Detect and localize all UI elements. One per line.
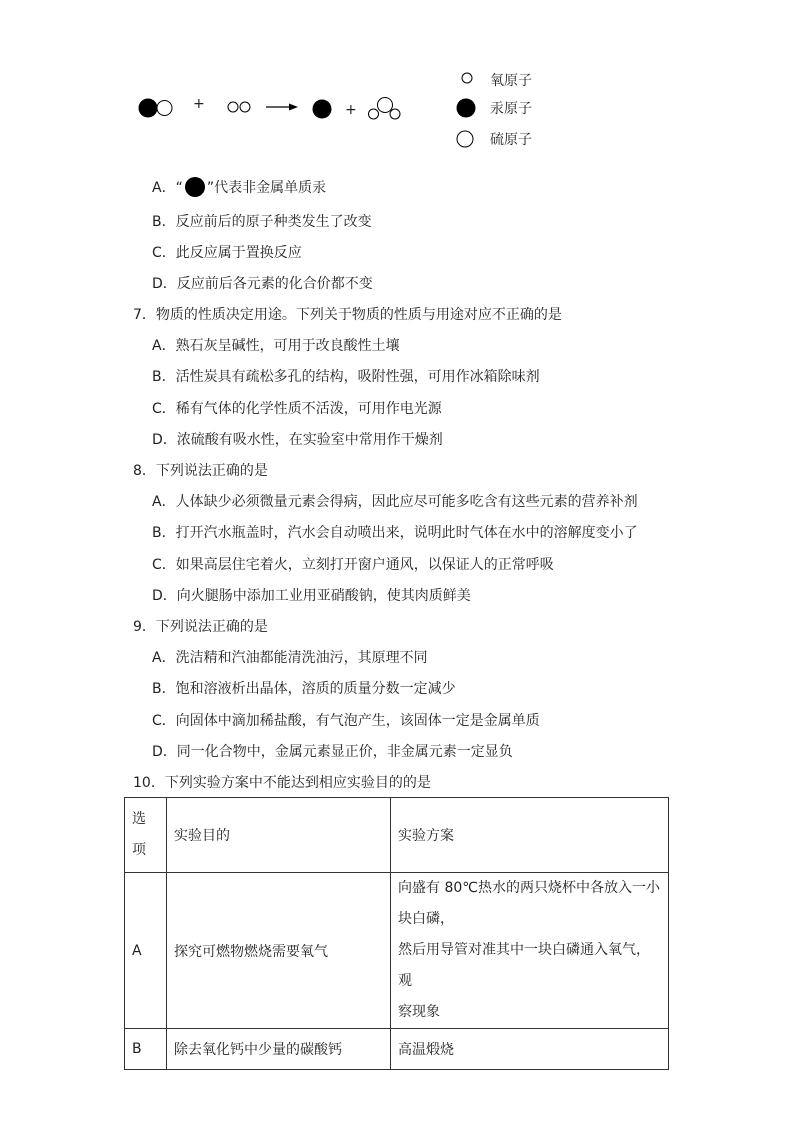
q8-option-b: B．打开汽水瓶盖时，汽水会自动喷出来，说明此时气体在水中的溶解度变小了 [152,525,638,541]
q9-option-a: A．洗洁精和汽油都能清洗油污，其原理不同 [152,650,428,666]
legend-sulfur-icon [457,131,473,147]
reactant-o2-molecule [228,102,250,112]
plan-line: 向盛有 80℃热水的两只烧杯中各放入一小 [398,880,660,896]
q6-option-c: C．此反应属于置换反应 [152,245,302,261]
q7-option-c: C．稀有气体的化学性质不活泼，可用作电光源 [152,401,442,417]
q6-option-a-prefix: A．“ [152,180,183,196]
q9-option-c: C．向固体中滴加稀盐酸，有气泡产生，该固体一定是金属单质 [152,713,540,729]
plan-line: 块白磷， [398,911,454,927]
legend-sulfur-label: 硫原子 [490,132,532,148]
header-option-line1: 选 [132,811,146,827]
table-row [125,1029,669,1070]
product-mercury-atom [313,100,332,119]
plus-sign-2: + [345,102,357,118]
q7-option-a: A．熟石灰呈碱性，可用于改良酸性土壤 [152,338,400,354]
sulfur-atom [378,98,393,113]
q9-option-d: D．同一化合物中，金属元素显正价，非金属元素一定显负 [152,744,513,760]
plus-sign-1: + [193,96,205,112]
table-header-row [125,798,669,873]
q10-stem: 10．下列实验方案中不能达到相应实验目的的是 [133,775,431,791]
q8-stem: 8．下列说法正确的是 [133,463,268,479]
plan-line: 然后用导管对准其中一块白磷通入氧气，观 [398,942,650,989]
q7-option-b: B．活性炭具有疏松多孔的结构，吸附性强，可用作冰箱除味剂 [152,369,540,385]
header-plan-cell: 实验方案 [391,798,669,873]
legend-mercury-label: 汞原子 [490,101,532,117]
legend-oxygen-icon [462,73,472,83]
q6-option-a-suffix: ”代表非金属单质汞 [206,180,327,196]
legend-mercury-icon [457,99,476,118]
q6-option-a [152,177,326,197]
q8-option-c: C．如果高层住宅着火，立刻打开窗户通风，以保证人的正常呼吸 [152,557,554,573]
row-plan-cell [391,873,669,1029]
q8-option-d: D．向火腿肠中添加工业用亚硝酸钠，使其肉质鲜美 [152,588,471,604]
experiment-table [124,797,669,1070]
row-plan-cell: 高温煅烧 [391,1029,669,1070]
q7-option-d: D．浓硫酸有吸水性，在实验室中常用作干燥剂 [152,432,443,448]
sulfur-atom [157,101,172,116]
table-row [125,873,669,1029]
header-purpose-cell: 实验目的 [167,798,391,873]
plan-line: 察现象 [398,1004,440,1020]
oxygen-atom [390,109,400,119]
reaction-arrow [266,104,298,111]
product-so2-molecule [369,98,401,120]
q7-stem: 7．物质的性质决定用途。下列关于物质的性质与用途对应不正确的是 [133,307,562,323]
header-option-line2: 项 [132,842,146,858]
row-purpose-cell: 探究可燃物燃烧需要氧气 [167,873,391,1029]
row-option-cell: A [125,873,167,1029]
legend-oxygen-label: 氧原子 [490,73,532,89]
q8-option-a: A．人体缺少必须微量元素会得病，因此应尽可能多吃含有这些元素的营养补剂 [152,494,638,510]
oxygen-atom [369,109,379,119]
mercury-atom-icon [185,177,205,197]
q6-option-d: D．反应前后各元素的化合价都不变 [152,276,373,292]
row-option-cell: B [125,1029,167,1070]
q9-stem: 9．下列说法正确的是 [133,619,268,635]
row-purpose-cell: 除去氧化钙中少量的碳酸钙 [167,1029,391,1070]
mercury-atom [139,99,158,118]
oxygen-atom [240,102,250,112]
q6-option-b: B．反应前后的原子种类发生了改变 [152,214,372,230]
reaction-diagram [0,0,794,160]
q9-option-b: B．饱和溶液析出晶体，溶质的质量分数一定减少 [152,681,456,697]
reactant-hgs-molecule [139,99,173,118]
oxygen-atom [228,102,238,112]
header-option-cell [125,798,167,873]
